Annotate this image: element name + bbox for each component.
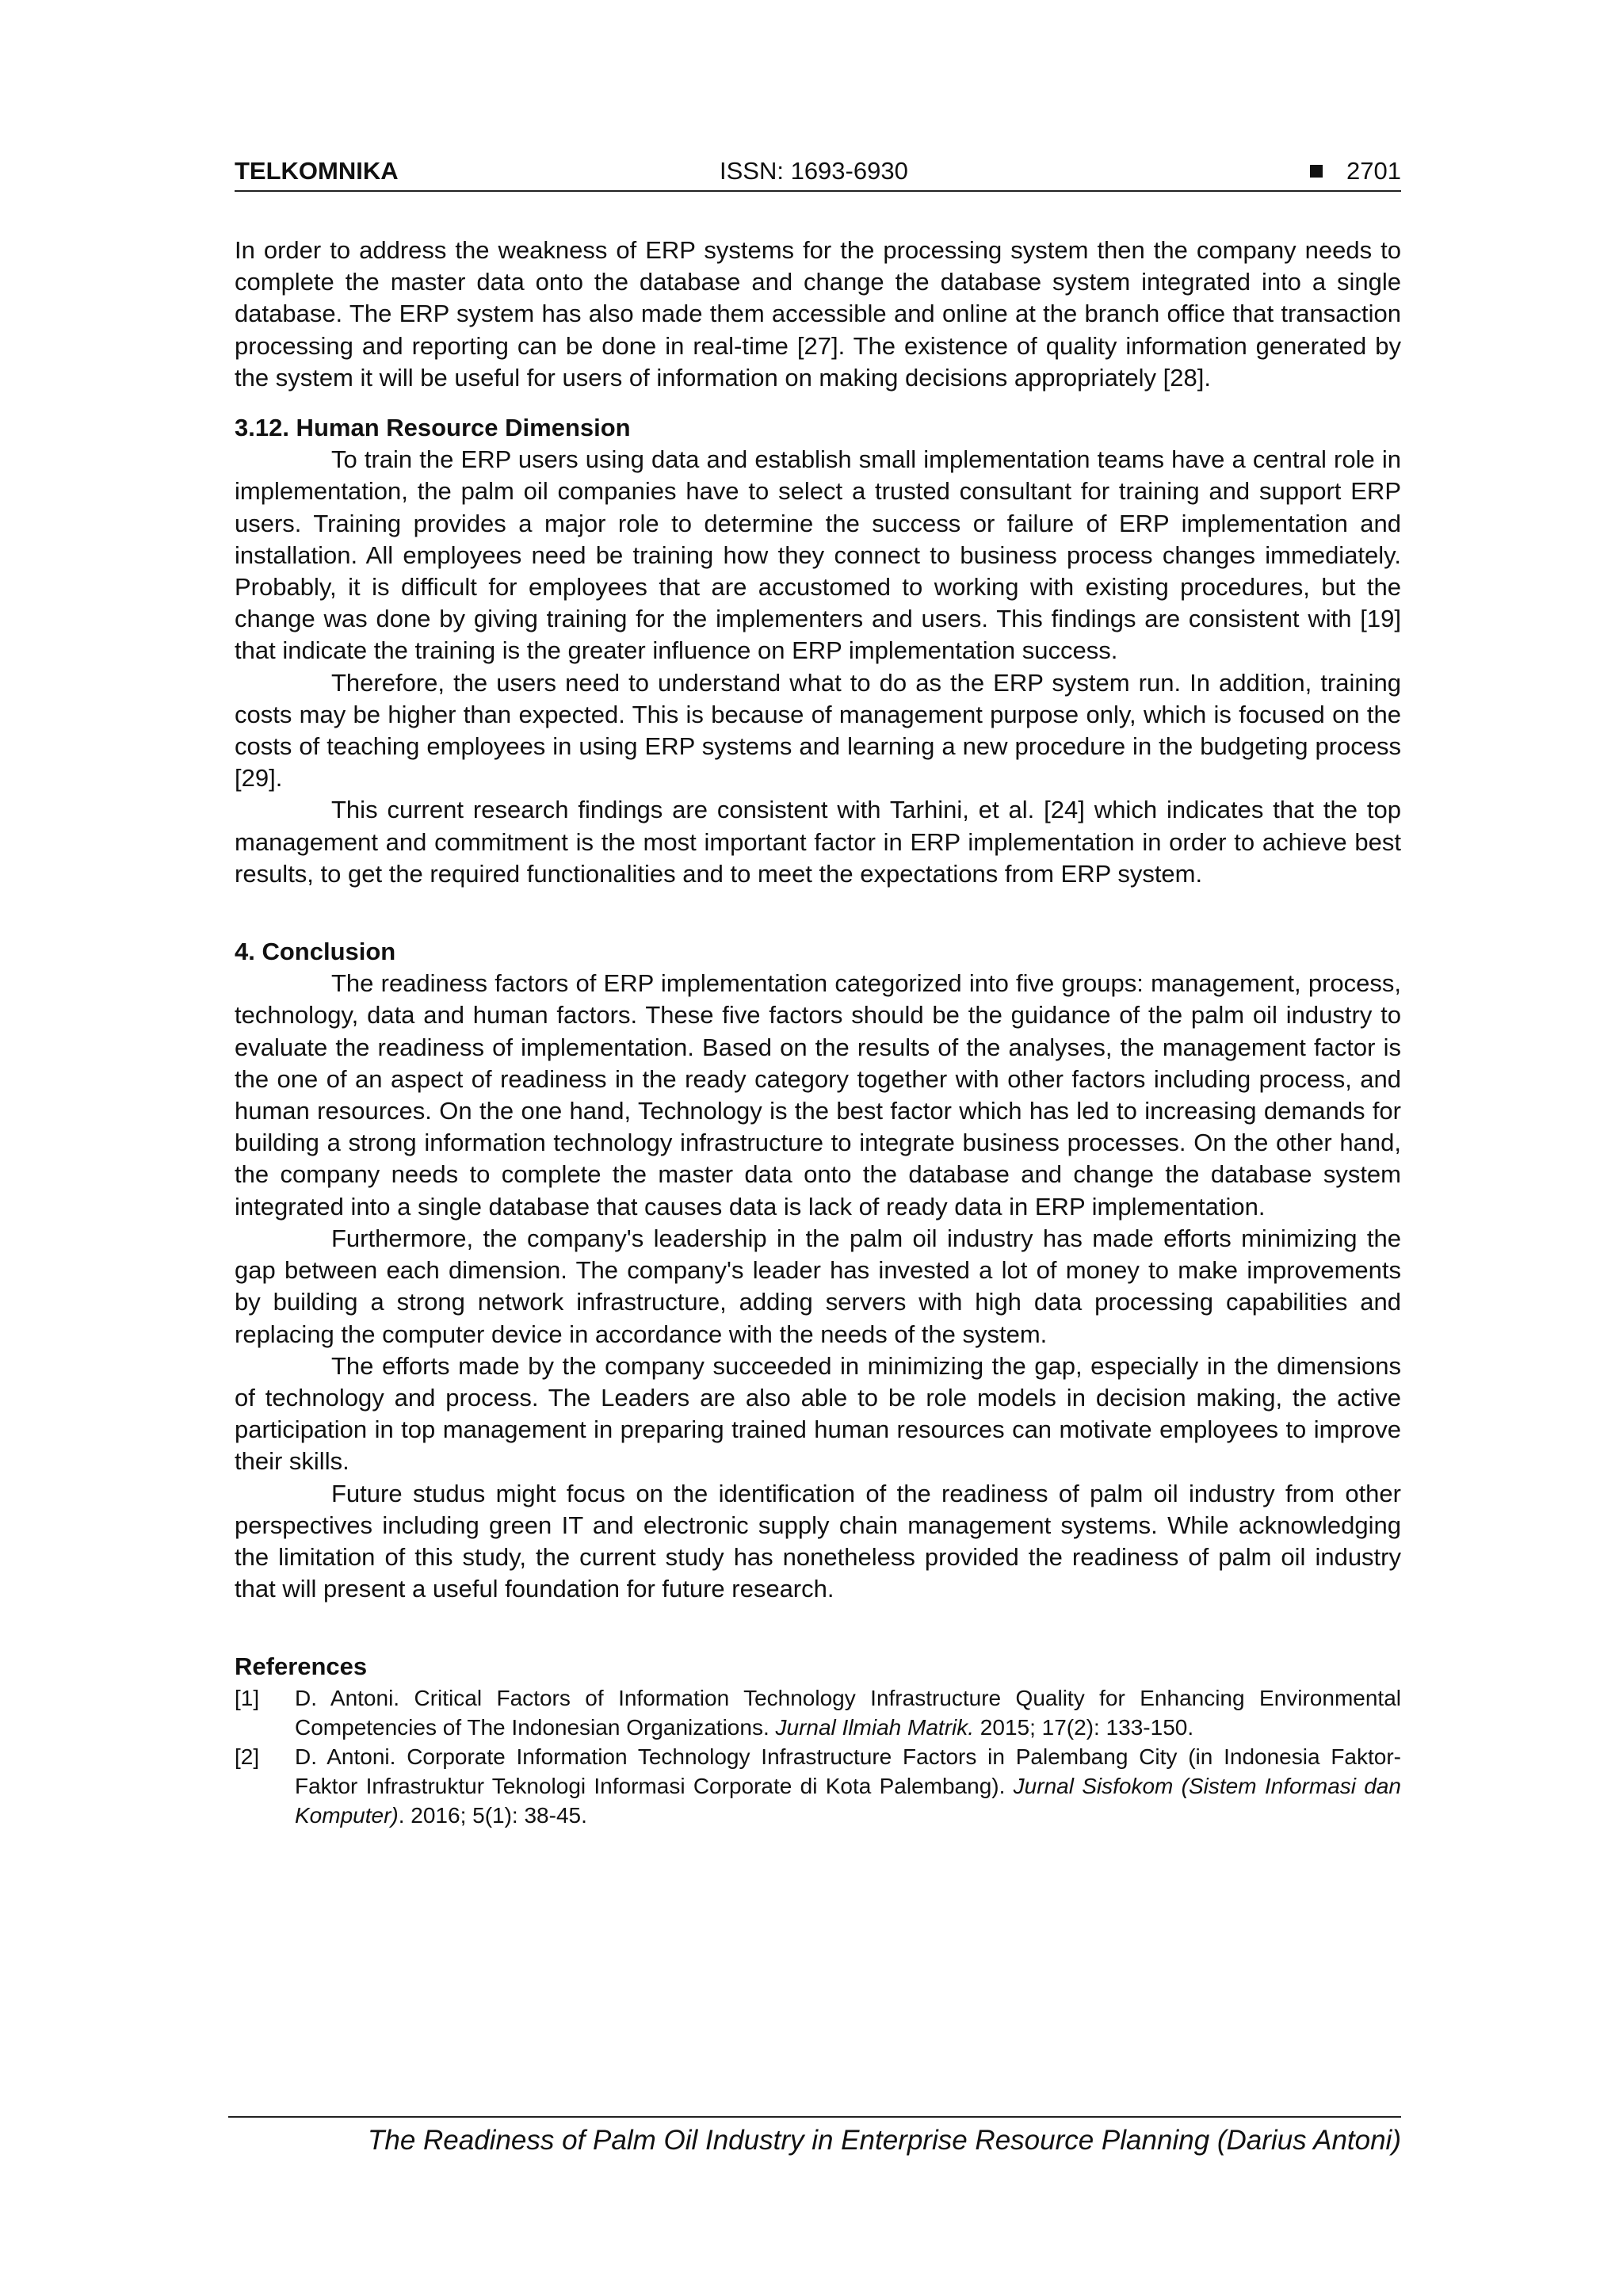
paragraph: Furthermore, the company's leadership in the palm oil industry has made efforts minimizing the gap between each dimension. The company's leader has invested a lot of money to make improvements by building a strong network infrastructure, adding servers with high data processing capabilities and replacing the computer device in accordance with the needs of the system. <box>235 1224 1401 1348</box>
reference-number: [2] <box>235 1744 260 1769</box>
main-content <box>235 235 1401 1830</box>
section-heading-conclusion: 4. Conclusion <box>235 938 396 966</box>
paragraph: The efforts made by the company succeeded in minimizing the gap, especially in the dimensions of technology and process. The Leaders are also able to be role models in decision making, the active participation in top management in preparing trained human resources can motivate employees to improve their skills. <box>235 1351 1401 1476</box>
paragraph: Therefore, the users need to understand what to do as the ERP system run. In addition, training costs may be higher than expected. This is because of management purpose only, which is focused on the costs of teaching employees in using ERP systems and learning a new procedure in the budgeting process [29]. <box>235 668 1401 793</box>
issn: ISSN: 1693-6930 <box>720 157 908 185</box>
reference-details: 2015; 17(2): 133-150. <box>974 1714 1194 1740</box>
reference-journal: Jurnal Ilmiah Matrik. <box>775 1714 975 1740</box>
section-heading-references: References <box>235 1652 368 1681</box>
running-title: The Readiness of Palm Oil Industry in Enterprise Resource Planning (Darius Antoni) <box>367 2125 1401 2156</box>
paper-page <box>235 0 1401 2296</box>
journal-name: TELKOMNIKA <box>235 157 399 185</box>
intro-paragraph: In order to address the weakness of ERP systems for the processing system then the company needs to complete the master data onto the database and change the database system integrated into a single database. The ERP system has also made them accessible and online at the branch office that transaction processing and reporting can be done in real-time [27]. The existence of quality information generated by the system it will be useful for users of information on making decisions appropriately [28]. <box>235 236 1401 392</box>
reference-details: . 2016; 5(1): 38-45. <box>398 1802 587 1828</box>
page-number: 2701 <box>1346 157 1401 185</box>
paragraph: This current research findings are consistent with Tarhini, et al. [24] which indicates that the top management and commitment is the most important factor in ERP implementation in order to achieve best results, to get the required functionalities and to meet the expectations from ERP system. <box>235 796 1401 888</box>
reference-text: D. Antoni. Critical Factors of Information Technology Infrastructure Quality for Enhancing Environmental Competencies of The Indonesian Organizations. <box>295 1685 1401 1740</box>
reference-text: D. Antoni. Corporate Information Technology Infrastructure Factors in Palembang City (in Indonesia Faktor-Faktor Infrastruktur Teknologi Informasi Corporate di Kota Palembang). <box>295 1744 1401 1798</box>
square-bullet-icon <box>1310 165 1323 178</box>
section-heading-human-resource: 3.12. Human Resource Dimension <box>235 414 631 442</box>
page-footer <box>228 2116 1401 2157</box>
reference-list <box>235 1683 1401 1830</box>
reference-number: [1] <box>235 1685 260 1710</box>
reference-item <box>235 1742 1401 1830</box>
paragraph: The readiness factors of ERP implementation categorized into five groups: management, process, technology, data and human factors. These five factors should be the guidance of the palm oil industry to evaluate the readiness of implementation. Based on the results of the analyses, the management factor is the one of an aspect of readiness in the ready category together with other factors including process, and human resources. On the one hand, Technology is the best factor which has led to increasing demands for building a strong information technology infrastructure to integrate business processes. On the other hand, the company needs to complete the master data onto the database and change the database system integrated into a single database that causes data is lack of ready data in ERP implementation. <box>235 969 1401 1221</box>
page-number-block <box>1310 157 1401 185</box>
paragraph: To train the ERP users using data and establish small implementation teams have a central role in implementation, the palm oil companies have to select a trusted consultant for training and support ERP users. Training provides a major role to determine the success or failure of ERP implementation and installation. All employees need be training how they connect to business process changes immediately. Probably, it is difficult for employees that are accustomed to working with existing procedures, but the change was done by giving training for the implementers and users. This findings are consistent with [19] that indicate the training is the greater influence on ERP implementation success. <box>235 445 1401 665</box>
reference-item <box>235 1683 1401 1742</box>
page-header <box>235 155 1401 192</box>
paragraph: Future studus might focus on the identification of the readiness of palm oil industry from other perspectives including green IT and electronic supply chain management systems. While acknowledging the limitation of this study, the current study has nonetheless provided the readiness of palm oil industry that will present a useful foundation for future research. <box>235 1479 1401 1603</box>
reference-journal: Jurnal Sisfokom (Sistem Informasi dan Komputer) <box>295 1773 1401 1828</box>
